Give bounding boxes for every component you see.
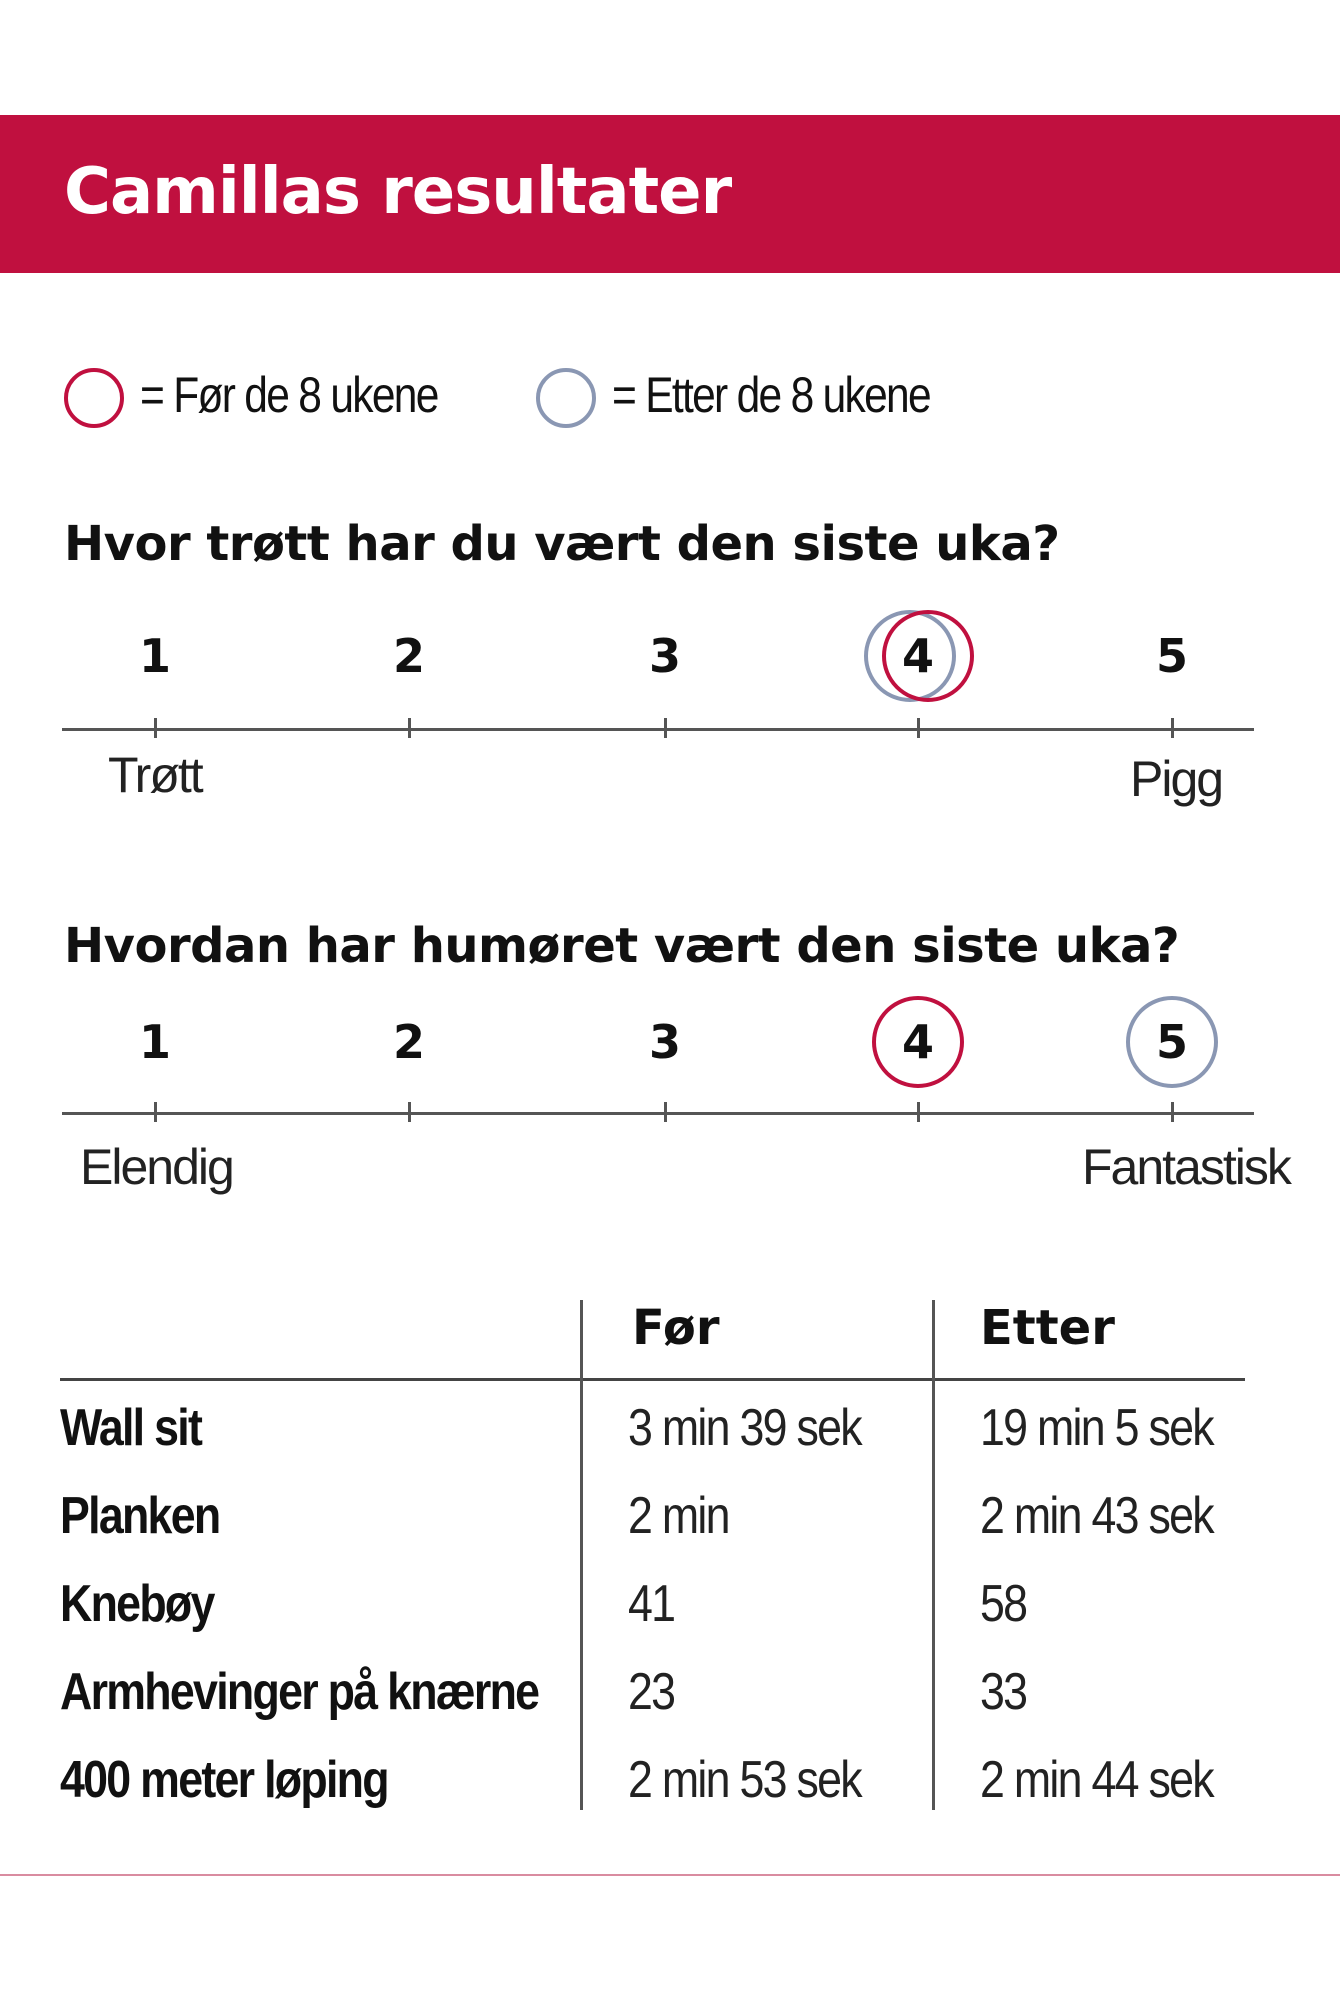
results-table bbox=[0, 1290, 1340, 1830]
scale-high-label: Fantastisk bbox=[1082, 1139, 1290, 1195]
question-tiredness: Hvor trøtt har du vært den siste uka? bbox=[64, 516, 1060, 572]
mood-scale bbox=[0, 1012, 1340, 1212]
scale-tick bbox=[408, 718, 411, 738]
row-after-value: 2 min 44 sek bbox=[980, 1751, 1213, 1809]
legend bbox=[0, 360, 1340, 440]
row-label: Wall sit bbox=[60, 1399, 202, 1457]
row-before-value: 23 bbox=[628, 1663, 675, 1721]
title-banner bbox=[0, 115, 1340, 273]
scale-number: 2 bbox=[392, 629, 425, 683]
row-before-value: 3 min 39 sek bbox=[628, 1399, 861, 1457]
scale-number: 3 bbox=[648, 629, 681, 683]
scale-number: 3 bbox=[648, 1015, 681, 1069]
row-label: Planken bbox=[60, 1487, 220, 1545]
row-label: Armhevinger på knærne bbox=[60, 1663, 539, 1721]
table-row bbox=[0, 1574, 1340, 1654]
row-after-value: 33 bbox=[980, 1663, 1027, 1721]
legend-before-text: = Før de 8 ukene bbox=[140, 367, 438, 423]
table-row bbox=[0, 1662, 1340, 1742]
row-after-value: 58 bbox=[980, 1575, 1027, 1633]
scale-tick bbox=[408, 1102, 411, 1122]
red-circle-icon bbox=[64, 368, 124, 428]
scale-number: 5 bbox=[1155, 629, 1188, 683]
scale-tick bbox=[917, 718, 920, 738]
scale-tick bbox=[917, 1102, 920, 1122]
scale-number: 5 bbox=[1155, 1015, 1188, 1069]
scale-high-label: Pigg bbox=[1130, 751, 1223, 807]
scale-tick bbox=[154, 718, 157, 738]
scale-number: 4 bbox=[901, 1015, 934, 1069]
scale-tick bbox=[154, 1102, 157, 1122]
scale-axis-line bbox=[62, 1112, 1254, 1115]
table-row bbox=[0, 1398, 1340, 1478]
scale-tick bbox=[1171, 718, 1174, 738]
table-header-rule bbox=[60, 1378, 1245, 1381]
row-after-value: 2 min 43 sek bbox=[980, 1487, 1213, 1545]
table-row bbox=[0, 1750, 1340, 1830]
table-row bbox=[0, 1486, 1340, 1566]
scale-axis-line bbox=[62, 728, 1254, 731]
scale-number: 1 bbox=[138, 1015, 171, 1069]
tiredness-scale bbox=[0, 626, 1340, 826]
bottom-divider bbox=[0, 1874, 1340, 1876]
blue-circle-icon bbox=[536, 368, 596, 428]
scale-tick bbox=[1171, 1102, 1174, 1122]
row-before-value: 41 bbox=[628, 1575, 675, 1633]
scale-number: 4 bbox=[901, 629, 934, 683]
scale-number: 1 bbox=[138, 629, 171, 683]
legend-after-text: = Etter de 8 ukene bbox=[612, 367, 930, 423]
row-label: Knebøy bbox=[60, 1575, 214, 1633]
scale-number: 2 bbox=[392, 1015, 425, 1069]
scale-low-label: Trøtt bbox=[108, 747, 202, 803]
row-before-value: 2 min bbox=[628, 1487, 729, 1545]
page-title: Camillas resultater bbox=[64, 155, 732, 229]
row-after-value: 19 min 5 sek bbox=[980, 1399, 1213, 1457]
scale-low-label: Elendig bbox=[80, 1139, 233, 1195]
row-before-value: 2 min 53 sek bbox=[628, 1751, 861, 1809]
row-label: 400 meter løping bbox=[60, 1751, 388, 1809]
column-header-before: Før bbox=[632, 1300, 720, 1356]
scale-tick bbox=[664, 1102, 667, 1122]
column-header-after: Etter bbox=[980, 1300, 1115, 1356]
question-mood: Hvordan har humøret vært den siste uka? bbox=[64, 918, 1180, 974]
scale-tick bbox=[664, 718, 667, 738]
